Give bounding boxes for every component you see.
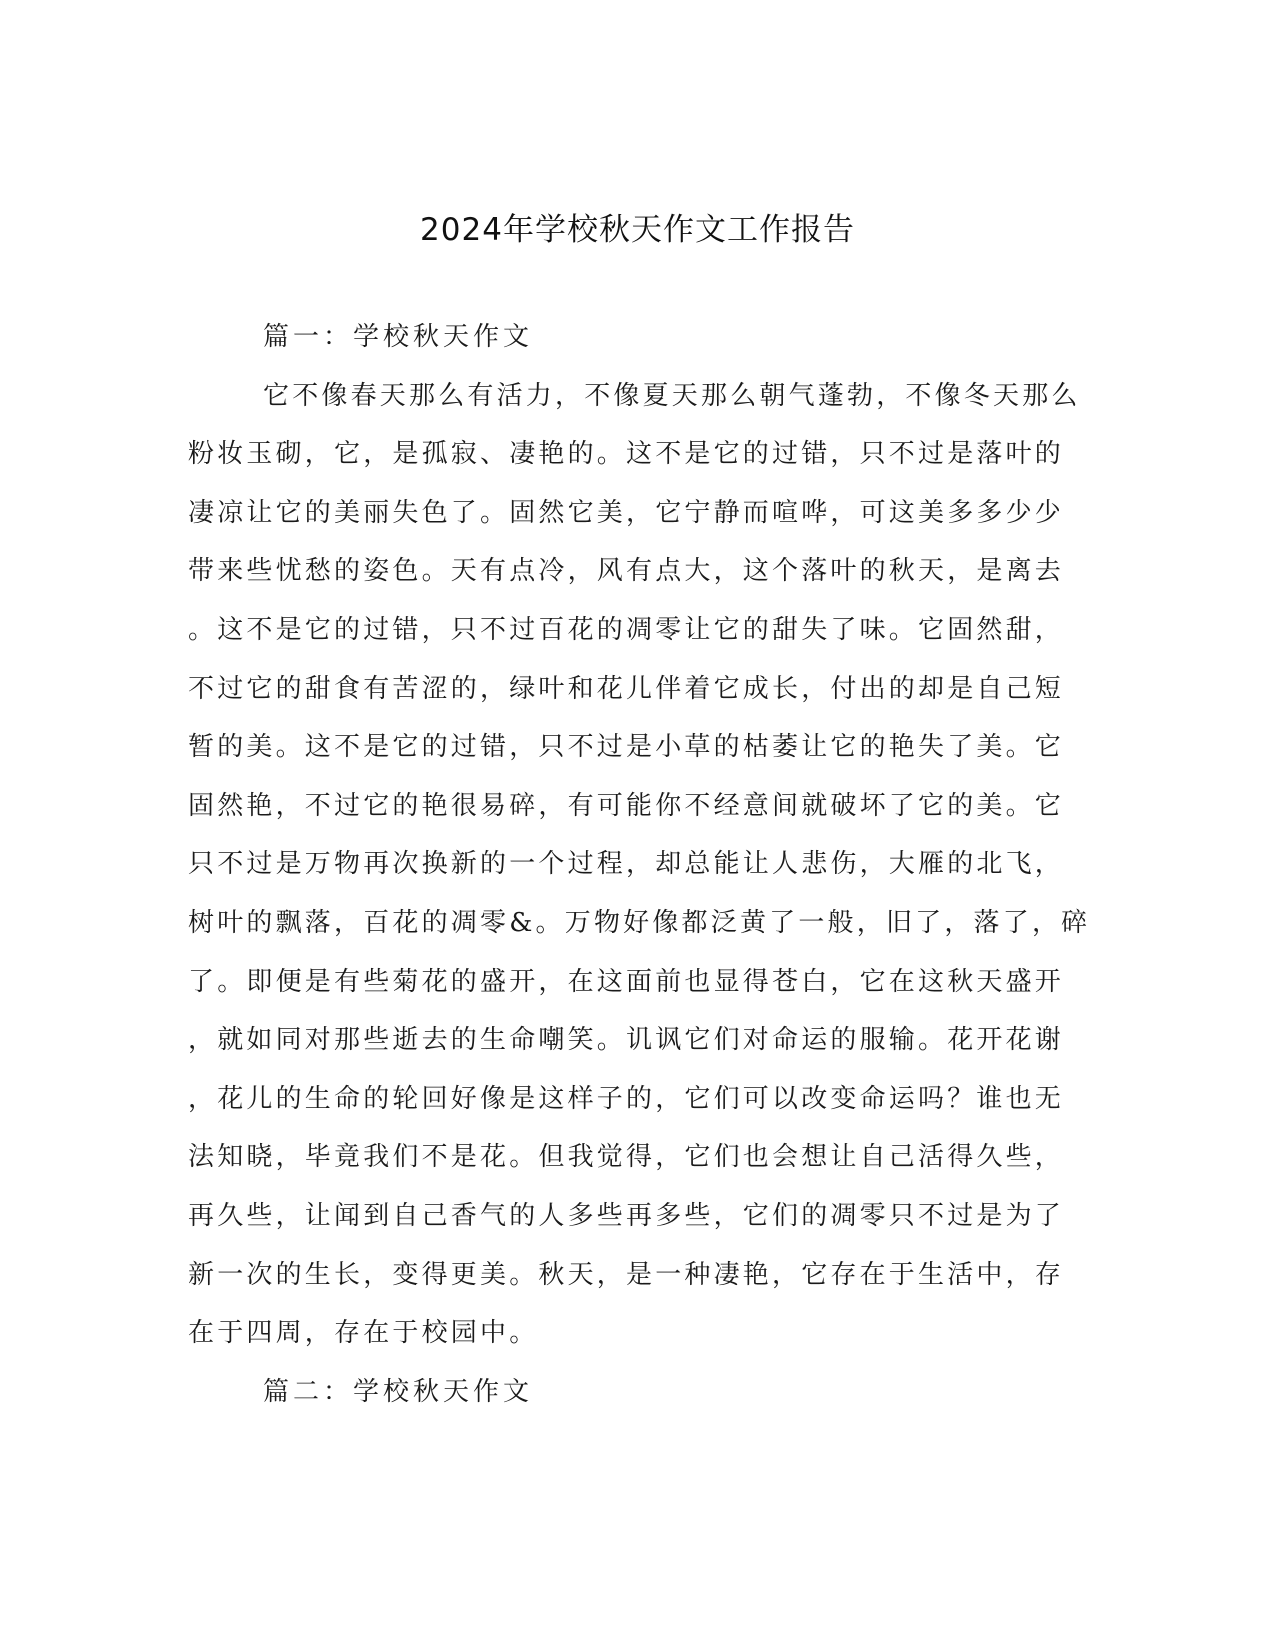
paragraph-line: 凄凉让它的美丽失色了。固然它美，它宁静而喧哗，可这美多多少少 [188, 498, 1065, 528]
paragraph-line: 树叶的飘落，百花的凋零&。万物好像都泛黄了一般，旧了，落了，碎 [188, 908, 1091, 938]
paragraph-line: 暂的美。这不是它的过错，只不过是小草的枯萎让它的艳失了美。它 [188, 732, 1065, 762]
paragraph-line: 在于四周，存在于校园中。 [188, 1318, 539, 1348]
paragraph-line: ，花儿的生命的轮回好像是这样子的，它们可以改变命运吗？谁也无 [188, 1084, 1065, 1114]
paragraph-line: 。这不是它的过错，只不过百花的凋零让它的甜失了味。它固然甜， [188, 615, 1065, 645]
paragraph-line: 粉妆玉砌，它，是孤寂、凄艳的。这不是它的过错，只不过是落叶的 [188, 439, 1065, 469]
paragraph-line: 只不过是万物再次换新的一个过程，却总能让人悲伤，大雁的北飞， [188, 849, 1065, 879]
paragraph-line: 带来些忧愁的姿色。天有点冷，风有点大，这个落叶的秋天，是离去 [188, 556, 1065, 586]
document-title: 2024年学校秋天作文工作报告 [420, 212, 855, 248]
paragraph-line: 不过它的甜食有苦涩的，绿叶和花儿伴着它成长，付出的却是自己短 [188, 674, 1065, 704]
paragraph-line: 固然艳，不过它的艳很易碎，有可能你不经意间就破坏了它的美。它 [188, 791, 1065, 821]
paragraph-line: 了。即便是有些菊花的盛开，在这面前也显得苍白，它在这秋天盛开 [188, 967, 1065, 997]
paragraph-line: 新一次的生长，变得更美。秋天，是一种凄艳，它存在于生活中，存 [188, 1260, 1065, 1290]
paragraph-line: 它不像春天那么有活力，不像夏天那么朝气蓬勃，不像冬天那么 [263, 381, 1081, 411]
paragraph-line: 法知晓，毕竟我们不是花。但我觉得，它们也会想让自己活得久些， [188, 1142, 1065, 1172]
paragraph-line: ，就如同对那些逝去的生命嘲笑。讥讽它们对命运的服输。花开花谢 [188, 1025, 1065, 1055]
section-heading-2: 篇二：学校秋天作文 [263, 1377, 534, 1407]
section-heading-1: 篇一：学校秋天作文 [263, 322, 534, 352]
paragraph-line: 再久些，让闻到自己香气的人多些再多些，它们的凋零只不过是为了 [188, 1201, 1065, 1231]
